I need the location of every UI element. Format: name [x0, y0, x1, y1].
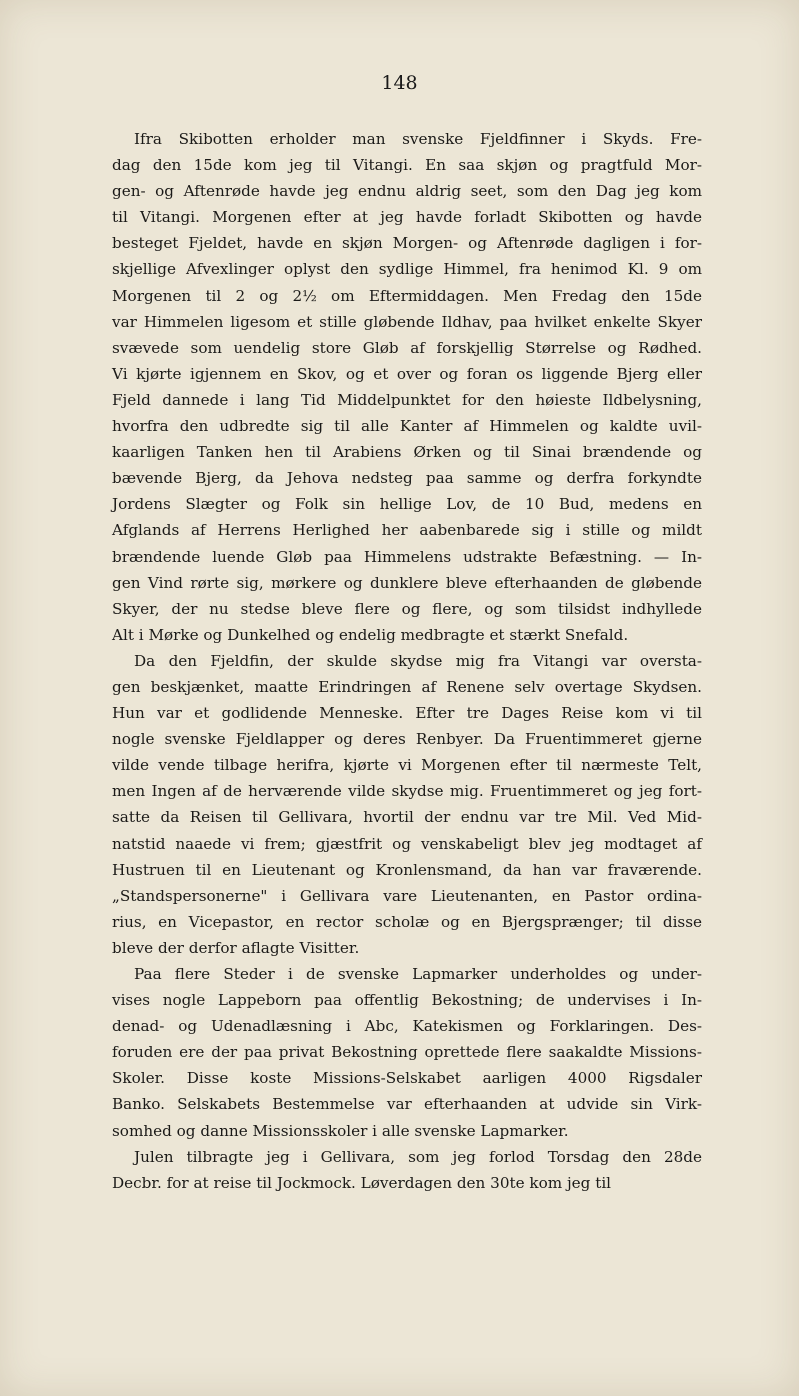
text-line: Fjeld dannede i lang Tid Middelpunktet for den høieste Ildbelysning,	[112, 390, 702, 409]
text-line: kaarligen Tanken hen til Arabiens Ørken og til Sinai brændende og	[112, 443, 702, 462]
text-line: skjellige Afvexlinger oplyst den sydlige Himmel, fra henimod Kl. 9 om	[112, 260, 702, 279]
text-line: gen- og Aftenrøde havde jeg endnu aldrig seet, som den Dag jeg kom	[112, 182, 702, 201]
text-line: Vi kjørte igjennem en Skov, og et over og foran os liggende Bjerg eller	[112, 364, 702, 383]
text-line: bleve der derfor aflagte Visitter.	[112, 938, 360, 957]
text-line: vilde vende tilbage herifra, kjørte vi Morgenen efter til nærmeste Telt,	[112, 756, 702, 775]
text-line: foruden ere der paa privat Bekostning oprettede flere saakaldte Missions-	[112, 1043, 702, 1062]
text-line: gen Vind rørte sig, mørkere og dunklere bleve efterhaanden de gløbende	[112, 573, 702, 592]
paragraph	[112, 961, 702, 1144]
text-line: men Ingen af de herværende vilde skydse mig. Fruentimmeret og jeg fort-	[112, 782, 702, 801]
text-line: denad- og Udenadlæsning i Abc, Katekismen og Forklaringen. Des-	[112, 1017, 702, 1036]
paragraph	[112, 1144, 702, 1196]
text-line: Paa flere Steder i de svenske Lapmarker underholdes og under-	[134, 965, 702, 983]
text-line: Jordens Slægter og Folk sin hellige Lov, de 10 Bud, medens en	[112, 495, 702, 514]
text-line: svævede som uendelig store Gløb af forskjellig Størrelse og Rødhed.	[112, 338, 702, 357]
text-line: Alt i Mørke og Dunkelhed og endelig medbragte et stærkt Snefald.	[112, 625, 629, 644]
text-line: Morgenen til 2 og 2½ om Eftermiddagen. Men Fredag den 15de	[112, 286, 702, 305]
text-line: Hun var et godlidende Menneske. Efter tre Dages Reise kom vi til	[112, 704, 702, 723]
paragraph	[112, 126, 702, 648]
text-line: rius, en Vicepastor, en rector scholæ og en Bjergsprænger; til disse	[112, 912, 702, 931]
text-line: satte da Reisen til Gellivara, hvortil der endnu var tre Mil. Ved Mid-	[112, 808, 702, 827]
text-line: nogle svenske Fjeldlapper og deres Renbyer. Da Fruentimmeret gjerne	[112, 730, 702, 749]
text-line: hvorfra den udbredte sig til alle Kanter af Himmelen og kaldte uvil-	[112, 417, 702, 436]
text-line: var Himmelen ligesom et stille gløbende Ildhav, paa hvilket enkelte Skyer	[112, 312, 702, 331]
text-line: Julen tilbragte jeg i Gellivara, som jeg forlod Torsdag den 28de	[134, 1147, 702, 1166]
text-line: Banko. Selskabets Bestemmelse var efterhaanden at udvide sin Virk-	[112, 1095, 702, 1114]
body-text	[112, 126, 702, 1196]
text-line: Skoler. Disse koste Missions-Selskabet aarligen 4000 Rigsdaler	[112, 1069, 702, 1088]
text-line: brændende luende Gløb paa Himmelens udstrakte Befæstning. — In-	[112, 547, 702, 566]
text-line: bævende Bjerg, da Jehova nedsteg paa samme og derfra forkyndte	[112, 469, 702, 488]
text-line: besteget Fjeldet, havde en skjøn Morgen- og Aftenrøde dagligen i for-	[112, 234, 702, 253]
text-line: Da den Fjeldfin, der skulde skydse mig fra Vitangi var oversta-	[134, 651, 702, 670]
text-line: til Vitangi. Morgenen efter at jeg havde forladt Skibotten og havde	[112, 208, 702, 227]
text-line: Ifra Skibotten erholder man svenske Fjeldfinner i Skyds. Fre-	[134, 130, 702, 148]
page-number: 148	[381, 72, 418, 94]
text-line: Hustruen til en Lieutenant og Kronlensmand, da han var fraværende.	[112, 860, 702, 879]
text-line: Afglands af Herrens Herlighed her aabenbarede sig i stille og mildt	[112, 521, 702, 540]
text-line: gen beskjænket, maatte Erindringen af Renene selv overtage Skydsen.	[112, 677, 702, 696]
text-line: dag den 15de kom jeg til Vitangi. En saa skjøn og pragtfuld Mor-	[112, 156, 702, 175]
text-line: vises nogle Lappeborn paa offentlig Bekostning; de undervises i In-	[112, 991, 702, 1010]
text-line: Skyer, der nu stedse bleve flere og flere, og som tilsidst indhyllede	[112, 599, 702, 618]
paragraph	[112, 648, 702, 961]
text-line: „Standspersonerne" i Gellivara vare Lieutenanten, en Pastor ordina-	[112, 886, 702, 905]
text-line: somhed og danne Missionsskoler i alle svenske Lapmarker.	[112, 1121, 569, 1140]
text-line: natstid naaede vi frem; gjæstfrit og venskabeligt blev jeg modtaget af	[112, 834, 702, 853]
text-line: Decbr. for at reise til Jockmock. Løverdagen den 30te kom jeg til	[112, 1173, 612, 1192]
